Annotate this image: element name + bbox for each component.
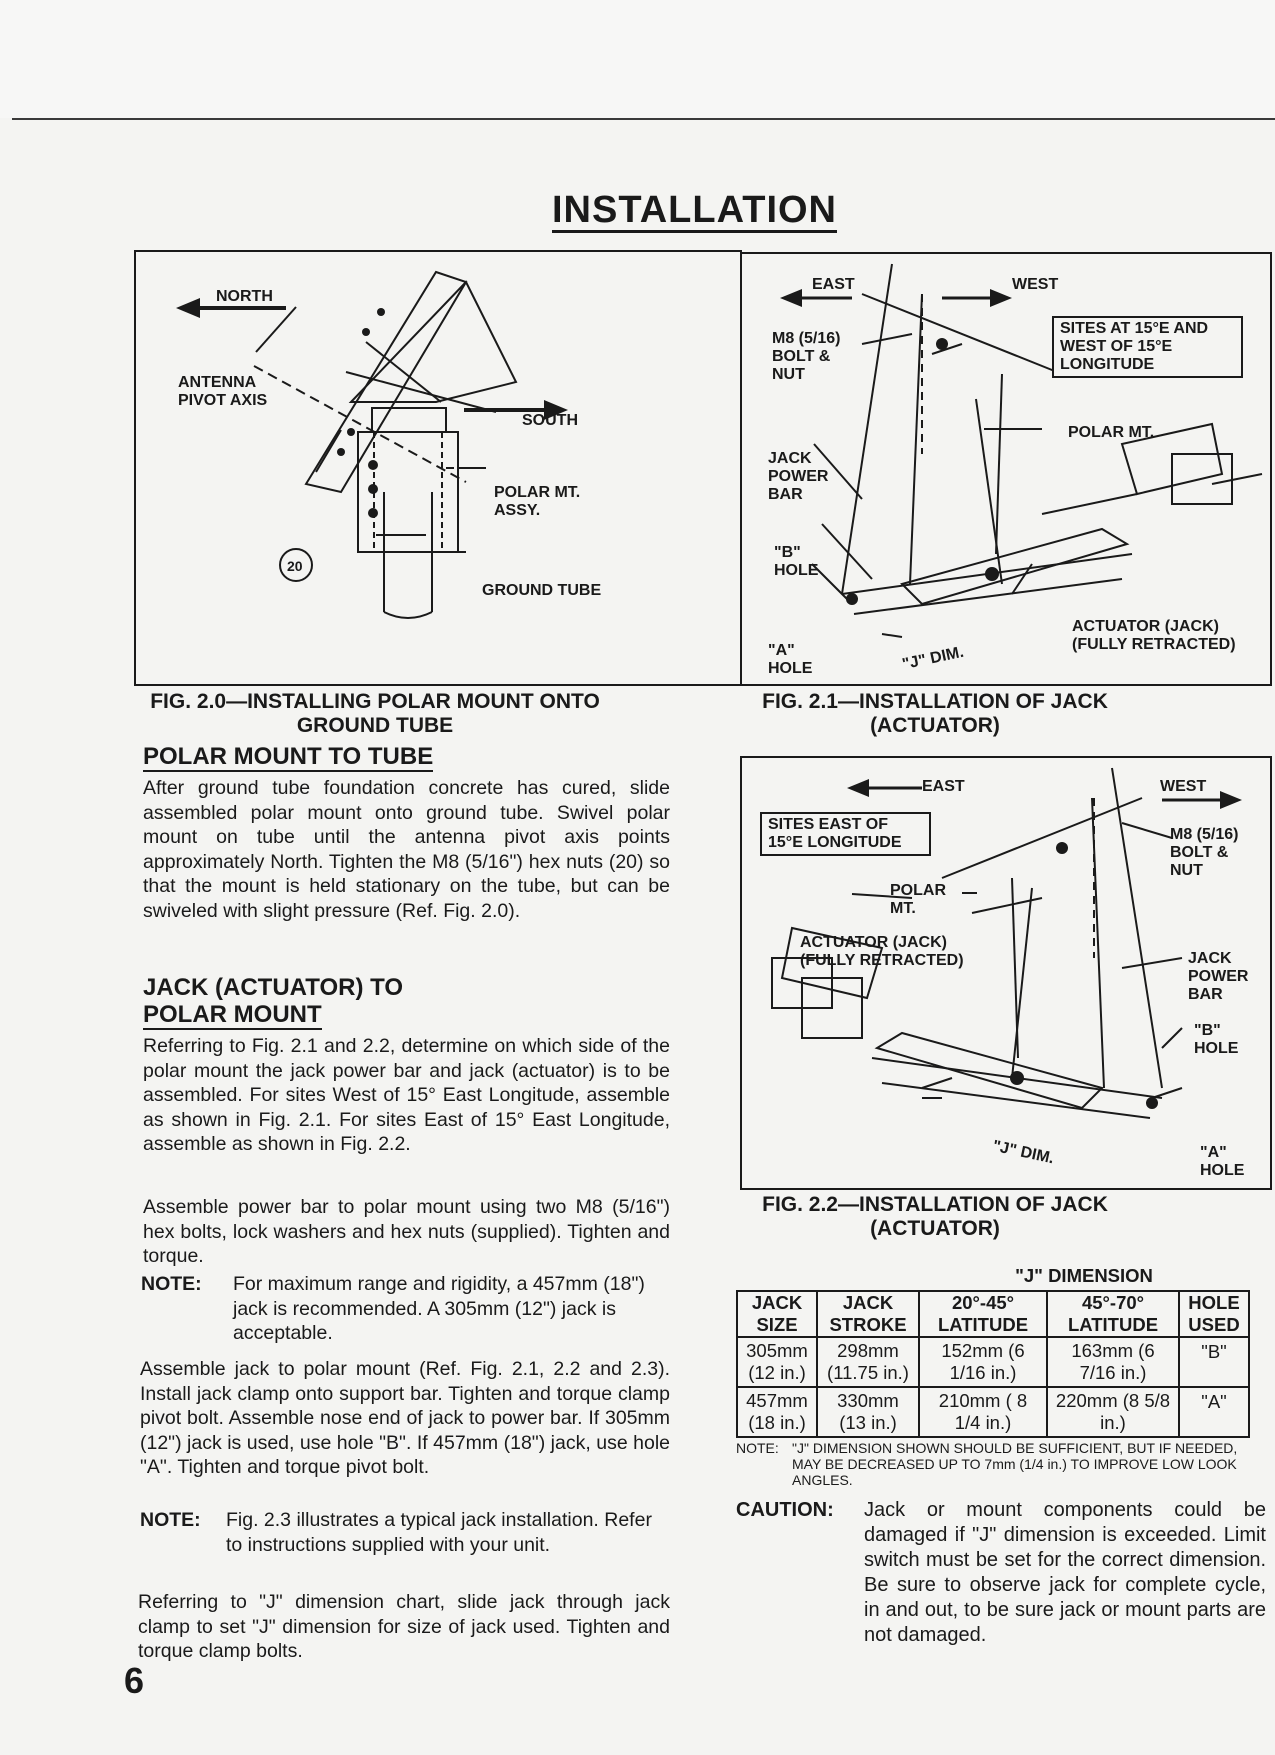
sites-east-box: SITES EAST OF 15°E LONGITUDE — [760, 812, 931, 856]
table-cell: 457mm (18 in.) — [737, 1387, 817, 1437]
section-jack-para2: Assemble power bar to polar mount using two M8 (5/16") hex bolts, lock washers and hex nuts (supplied). Tighten and torque. — [143, 1196, 670, 1267]
section-heading-jack-line1: JACK (ACTUATOR) TO — [143, 974, 403, 1001]
label-ground-tube: GROUND TUBE — [482, 582, 602, 599]
label-a-hole: "A" HOLE — [1200, 1144, 1245, 1179]
note-key: NOTE: — [140, 1509, 201, 1531]
note-text: Fig. 2.3 illustrates a typical jack installation. Refer to instructions supplied with your unit. — [226, 1509, 652, 1556]
caution-key: CAUTION: — [736, 1499, 834, 1521]
label-antenna-pivot-axis: ANTENNA PIVOT AXIS — [178, 374, 268, 409]
col-header-jack-size: JACK SIZE — [737, 1291, 817, 1337]
caution-block — [736, 1498, 1266, 1673]
section-heading-jack-line2: POLAR MOUNT — [143, 1001, 322, 1028]
col-header-jack-stroke: JACK STROKE — [817, 1291, 919, 1337]
table-cell: 152mm (6 1/16 in.) — [919, 1337, 1047, 1387]
label-north: NORTH — [216, 288, 273, 305]
figure-2-2 — [740, 756, 1272, 1190]
sites-west-box: SITES AT 15°E AND WEST OF 15°E LONGITUDE — [1052, 316, 1243, 378]
table-note-text: "J" DIMENSION SHOWN SHOULD BE SUFFICIENT, BUT IF NEEDED, MAY BE DECREASED UP TO 7mm (1/4 in.) TO IMPROVE LOW LOOK ANGLES. — [792, 1440, 1238, 1488]
section-jack-para1: Referring to Fig. 2.1 and 2.2, determine on which side of the polar mount the jack power bar and jack (actuator) is to be assembled. For sites West of 15° East Longitude, assemble as shown in Fig. 2.1. For sites East of 15° East Longitude, assemble as shown in Fig. 2.2. — [143, 1035, 670, 1155]
section-body-polar-mount: After ground tube foundation concrete has cured, slide assembled polar mount onto ground tube. Swivel polar mount on tube until the antenna pivot axis points approximately North. Tighten the M8 (5/16") hex nuts (20) so that the mount is held stationary on the tube, but can be swiveled with slight pressure (Ref. Fig. 2.0). — [143, 777, 670, 922]
label-polar-mt-assy: POLAR MT. ASSY. — [494, 484, 581, 519]
col-header-hole-used: HOLE USED — [1179, 1291, 1249, 1337]
table-cell: 298mm (11.75 in.) — [817, 1337, 919, 1387]
label-callout-20: 20 — [287, 558, 303, 574]
j-dimension-title: "J" DIMENSION — [919, 1262, 1249, 1291]
label-jack-power-bar: JACK POWER BAR — [1188, 950, 1249, 1003]
section-jack-para4: Referring to "J" dimension chart, slide jack through jack clamp to set "J" dimension for size of jack used. Tighten and torque clamp bolts. — [138, 1591, 670, 1662]
col-header-lat-20-45: 20°-45° LATITUDE — [919, 1291, 1047, 1337]
section-heading-polar-mount: POLAR MOUNT TO TUBE — [143, 743, 434, 770]
table-cell: 330mm (13 in.) — [817, 1387, 919, 1437]
note-key: NOTE: — [141, 1273, 202, 1295]
table-cell: "A" — [1179, 1387, 1249, 1437]
label-m8-bolt-nut: M8 (5/16) BOLT & NUT — [772, 330, 841, 383]
table-row — [737, 1337, 1249, 1387]
table-cell: 210mm ( 8 1/4 in.) — [919, 1387, 1047, 1437]
label-east: EAST — [922, 778, 965, 795]
note-text: For maximum range and rigidity, a 457mm (18") jack is recommended. A 305mm (12") jack is acceptable. — [233, 1273, 645, 1344]
label-b-hole: "B" HOLE — [774, 544, 819, 579]
table-row — [737, 1387, 1249, 1437]
section-jack-para3: Assemble jack to polar mount (Ref. Fig. 2.1, 2.2 and 2.3). Install jack clamp onto support bar. Tighten and torque clamp pivot bolt. Assemble nose end of jack to power bar. If 305mm (12") jack is used, use hole "B". If 457mm (18") jack, use hole "A". Tighten and torque pivot bolt. — [140, 1358, 670, 1478]
page-top-background — [0, 0, 1275, 118]
note-fig-2-3 — [140, 1508, 670, 1582]
label-south: SOUTH — [522, 412, 578, 429]
label-j-dim: "J" DIM. — [900, 643, 966, 674]
west-arrow-icon — [942, 289, 1012, 307]
label-a-hole: "A" HOLE — [768, 642, 813, 677]
table-note — [736, 1440, 1266, 1490]
figure-2-2-caption: FIG. 2.2—INSTALLATION OF JACK (ACTUATOR) — [762, 1193, 1108, 1240]
table-cell: 305mm (12 in.) — [737, 1337, 817, 1387]
label-j-dim: "J" DIM. — [991, 1137, 1056, 1168]
label-b-hole: "B" HOLE — [1194, 1022, 1239, 1057]
polar-mount-drawing — [136, 252, 740, 684]
label-west: WEST — [1012, 276, 1059, 293]
j-dimension-table — [736, 1262, 1250, 1438]
page-number: 6 — [124, 1660, 145, 1701]
east-arrow-icon — [847, 779, 922, 797]
label-jack-power-bar: JACK POWER BAR — [768, 450, 829, 503]
figure-2-0 — [134, 250, 742, 686]
label-west: WEST — [1160, 778, 1207, 795]
label-m8-bolt-nut: M8 (5/16) BOLT & NUT — [1170, 826, 1239, 879]
page-edge-line — [12, 118, 1275, 120]
figure-2-0-caption: FIG. 2.0—INSTALLING POLAR MOUNT ONTO GROUND TUBE — [150, 690, 600, 737]
page-title: INSTALLATION — [552, 189, 837, 231]
table-cell: 220mm (8 5/8 in.) — [1047, 1387, 1179, 1437]
label-actuator: ACTUATOR (JACK) (FULLY RETRACTED) — [1072, 618, 1236, 653]
col-header-lat-45-70: 45°-70° LATITUDE — [1047, 1291, 1179, 1337]
table-note-key: NOTE: — [736, 1440, 779, 1456]
note-jack-size — [141, 1272, 671, 1346]
figure-2-1-caption: FIG. 2.1—INSTALLATION OF JACK (ACTUATOR) — [762, 690, 1108, 737]
label-polar-mt: POLAR MT. — [890, 882, 946, 917]
label-east: EAST — [812, 276, 855, 293]
caution-text: Jack or mount components could be damaged if "J" dimension is exceeded. Limit switch must be set for the correct dimension. Be sure to observe jack for complete cycle, in and out, to be sure jack or mount parts are not damaged. — [864, 1499, 1266, 1646]
figure-2-1 — [740, 252, 1272, 686]
label-polar-mt: POLAR MT. — [1068, 424, 1155, 441]
table-cell: 163mm (6 7/16 in.) — [1047, 1337, 1179, 1387]
label-actuator: ACTUATOR (JACK) (FULLY RETRACTED) — [800, 934, 964, 969]
table-cell: "B" — [1179, 1337, 1249, 1387]
